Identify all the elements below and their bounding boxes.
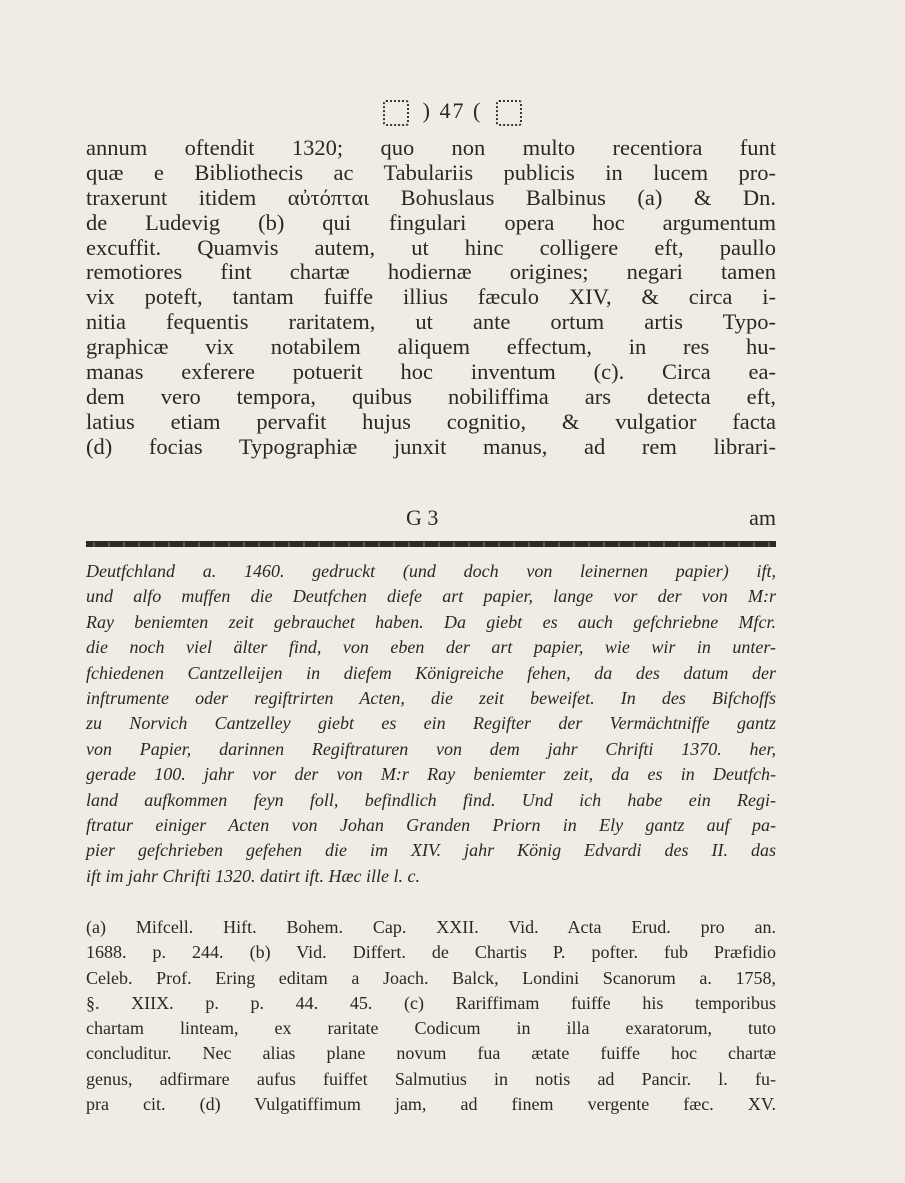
text-line: quæ e Bibliothecis ac Tabulariis publicis in lucem pro- bbox=[86, 159, 776, 185]
footnote-line: die noch viel älter find, von eben der art papier, wie wir in unter- bbox=[86, 637, 776, 658]
note-line: chartam linteam, ex raritate Codicum in illa exaratorum, tuto bbox=[86, 1018, 776, 1039]
text-line: excuffit. Quamvis autem, ut hinc colligere eft, paullo bbox=[86, 234, 776, 260]
main-text bbox=[86, 136, 776, 460]
text-line: remotiores fint chartæ hodiernæ origines; negari tamen bbox=[86, 259, 776, 285]
footnote-line: land aufkommen feyn foll, befindlich find. Und ich habe ein Regi- bbox=[86, 789, 776, 810]
footnote-line: Ray beniemten zeit gebrauchet haben. Da giebt es auch gefchriebne Mfcr. bbox=[86, 611, 776, 632]
note-line: pra cit. (d) Vulgatiffimum jam, ad finem vergente fæc. XV. bbox=[86, 1094, 776, 1115]
page-number: 47 bbox=[439, 98, 466, 123]
footnote-line: von Papier, darinnen Regiftraturen von dem jahr Chrifti 1370. her, bbox=[86, 738, 776, 759]
catchword: am bbox=[749, 505, 776, 530]
footnote-line: und alfo muffen die Deutfchen diefe art papier, lange vor der von M:r bbox=[86, 586, 776, 607]
german-quotation-footnote bbox=[86, 559, 776, 889]
footnote-line: ift im jahr Chrifti 1320. datirt ift. Hæc ille l. c. bbox=[86, 865, 421, 886]
reference-notes bbox=[86, 915, 776, 1117]
note-line: (a) Mifcell. Hift. Bohem. Cap. XXII. Vid. Acta Erud. pro an. bbox=[86, 917, 776, 937]
note-line: concluditur. Nec alias plane novum fua ætate fuiffe hoc chartæ bbox=[86, 1043, 776, 1064]
running-header bbox=[0, 98, 905, 126]
text-line: graphicæ vix notabilem aliquem effectum, in res hu- bbox=[86, 334, 776, 360]
text-line: manas exferere potuerit hoc inventum (c). Circa ea- bbox=[86, 359, 776, 385]
ornament-right-icon bbox=[496, 100, 522, 126]
text-line: (d) focias Typographiæ junxit manus, ad rem librari- bbox=[86, 433, 776, 459]
footnote-line: Deutfchland a. 1460. gedruckt (und doch von leinernen papier) ift, bbox=[86, 561, 776, 581]
note-line: §. XIIX. p. p. 44. 45. (c) Rariffimam fuiffe his temporibus bbox=[86, 992, 776, 1013]
note-line: 1688. p. 244. (b) Vid. Differt. de Chartis P. pofter. fub Præfidio bbox=[86, 942, 776, 963]
header-bracket-left: ) bbox=[422, 98, 432, 123]
footnote-line: pier gefchrieben gefehen die im XIV. jahr König Edvardi des II. das bbox=[86, 840, 776, 861]
text-line: latius etiam pervafit hujus cognitio, & vulgatior facta bbox=[86, 408, 776, 434]
text-line: annum oftendit 1320; quo non multo recentiora funt bbox=[86, 135, 776, 160]
footnote-line: fchiedenen Cantzelleijen in diefem Königreiche fehen, da des datum der bbox=[86, 662, 776, 683]
signature-mark: G 3 bbox=[406, 505, 439, 530]
footnote-line: zu Norvich Cantzelley giebt es ein Regifter der Vermächtniffe gantz bbox=[86, 713, 776, 734]
header-bracket-right: ( bbox=[473, 98, 483, 123]
text-line: de Ludevig (b) qui fingulari opera hoc argumentum bbox=[86, 209, 776, 235]
footnote-divider bbox=[86, 541, 776, 547]
footnote-line: ftratur einiger Acten von Johan Granden Priorn in Ely gantz auf pa- bbox=[86, 814, 776, 835]
text-line: traxerunt itidem αὐτόπται Bohuslaus Balbinus (a) & Dn. bbox=[86, 184, 776, 210]
note-line: genus, adfirmare aufus fuiffet Salmutius in notis ad Pancir. l. fu- bbox=[86, 1068, 776, 1089]
footnote-line: inftrumente oder regiftrirten Acten, die zeit beweifet. In des Bifchoffs bbox=[86, 687, 776, 708]
note-line: Celeb. Prof. Ering editam a Joach. Balck, Londini Scanorum a. 1758, bbox=[86, 967, 776, 988]
footnote-line: gerade 100. jahr vor der von M:r Ray beniemter zeit, da es in Deutfch- bbox=[86, 764, 776, 785]
text-line: nitia fequentis raritatem, ut ante ortum artis Typo- bbox=[86, 309, 776, 335]
text-line: dem vero tempora, quibus nobiliffima ars detecta eft, bbox=[86, 383, 776, 409]
ornament-left-icon bbox=[383, 100, 409, 126]
text-line: vix poteft, tantam fuiffe illius fæculo XIV, & circa i- bbox=[86, 284, 776, 310]
